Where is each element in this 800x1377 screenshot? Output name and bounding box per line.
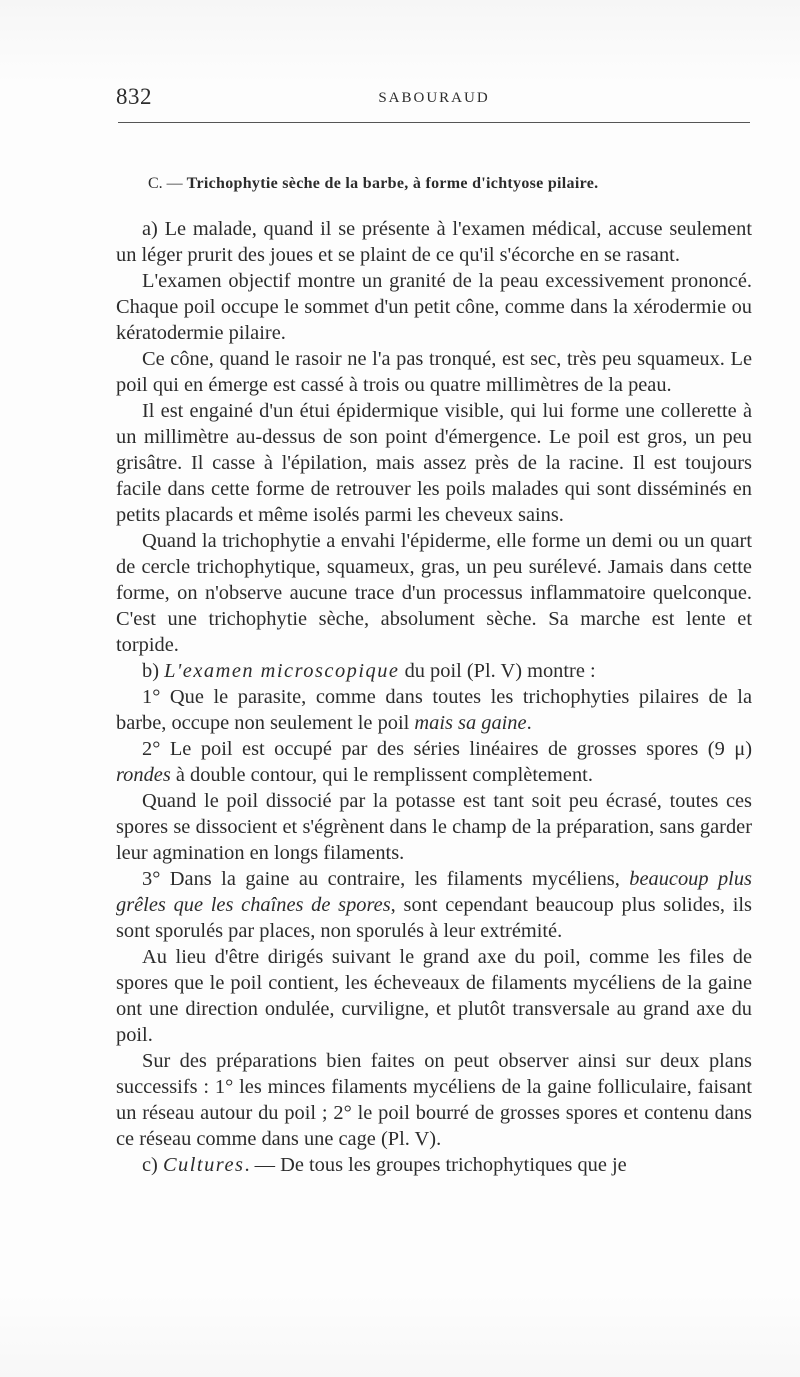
- paragraph: [116, 736, 752, 788]
- text-run: c): [142, 1154, 163, 1176]
- paragraph: [116, 866, 752, 944]
- paragraph: Il est engainé d'un étui épidermique visible, qui lui forme une collerette à un millimètre au-dessus de son point d'émergence. Le poil est gros, un peu grisâtre. Il casse à l'épilation, mais assez près de la racine. Il est toujours facile dans cette forme de retrouver les poils malades qui sont disséminés en petits placards et même isolés parmi les cheveux sains.: [116, 400, 752, 526]
- text-run: 3° Dans la gaine au contraire, les filaments mycéliens,: [142, 868, 630, 890]
- paragraph: L'examen objectif montre un granité de la peau excessivement prononcé. Chaque poil occupe le sommet d'un petit cône, comme dans la xérodermie ou kératodermie pilaire.: [116, 270, 752, 344]
- text-run: . — De tous les groupes trichophytiques que je: [244, 1154, 627, 1176]
- section-title: Trichophytie sèche de la barbe, à forme d'ichtyose pilaire.: [186, 175, 599, 192]
- page-header: [116, 84, 752, 114]
- text-run: 1° Que le parasite, comme dans toutes les trichophyties pilaires de la barbe, occupe non seulement le poil: [116, 686, 752, 734]
- paragraph: Ce cône, quand le rasoir ne l'a pas tronqué, est sec, très peu squameux. Le poil qui en émerge est cassé à trois ou quatre millimètres de la peau.: [116, 348, 752, 396]
- italic-text: mais sa gaine: [414, 712, 527, 734]
- page-number: 832: [116, 84, 152, 109]
- section-heading: [148, 174, 598, 194]
- header-rule: [118, 122, 750, 123]
- paragraph: Quand la trichophytie a envahi l'épiderme, elle forme un demi ou un quart de cercle trichophytique, squameux, gras, un peu surélevé. Jamais dans cette forme, on n'observe aucune trace d'un processus inflammatoire quelconque. C'est une trichophytie sèche, absolument sèche. Sa marche est lente et torpide.: [116, 530, 752, 656]
- running-head: SABOURAUD: [378, 90, 490, 106]
- italic-text: L'examen microscopique: [164, 660, 400, 682]
- italic-text: Cultures: [162, 1154, 245, 1176]
- text-run: , sont cependant beaucoup plus solides, ils sont sporulés par places, non sporulés à leur extrémité.: [116, 894, 752, 942]
- paragraph: [116, 684, 752, 736]
- body-text: [116, 216, 752, 1178]
- paragraph: Quand le poil dissocié par la potasse est tant soit peu écrasé, toutes ces spores se dissocient et s'égrènent dans le champ de la préparation, sans garder leur agmination en longs filaments.: [116, 790, 752, 864]
- text-run: 2° Le poil est occupé par des séries linéaires de grosses spores (9 μ): [142, 738, 752, 760]
- section-letter: C. —: [148, 175, 183, 192]
- italic-text: rondes: [116, 764, 171, 786]
- paragraph: Sur des préparations bien faites on peut observer ainsi sur deux plans successifs : 1° les minces filaments mycéliens de la gaine folliculaire, faisant un réseau autour du poil ; 2° le poil bourré de grosses spores et contenu dans ce réseau comme dans une cage (Pl. V).: [116, 1050, 752, 1150]
- text-run: b): [142, 660, 165, 682]
- paragraph: [116, 658, 752, 684]
- paragraph: Au lieu d'être dirigés suivant le grand axe du poil, comme les files de spores que le poil contient, les écheveaux de filaments mycéliens de la gaine ont une direction ondulée, curviligne, et plutôt transversale au grand axe du poil.: [116, 946, 752, 1046]
- text-run: .: [526, 712, 532, 734]
- text-run: du poil (Pl. V) montre :: [399, 660, 596, 682]
- paragraph: [116, 1152, 752, 1178]
- italic-text: beaucoup plus grêles que les chaînes de spores: [116, 868, 752, 916]
- text-run: à double contour, qui le remplissent complètement.: [170, 764, 593, 786]
- paragraph: a) Le malade, quand il se présente à l'examen médical, accuse seulement un léger prurit des joues et se plaint de ce qu'il s'écorche en se rasant.: [116, 218, 752, 266]
